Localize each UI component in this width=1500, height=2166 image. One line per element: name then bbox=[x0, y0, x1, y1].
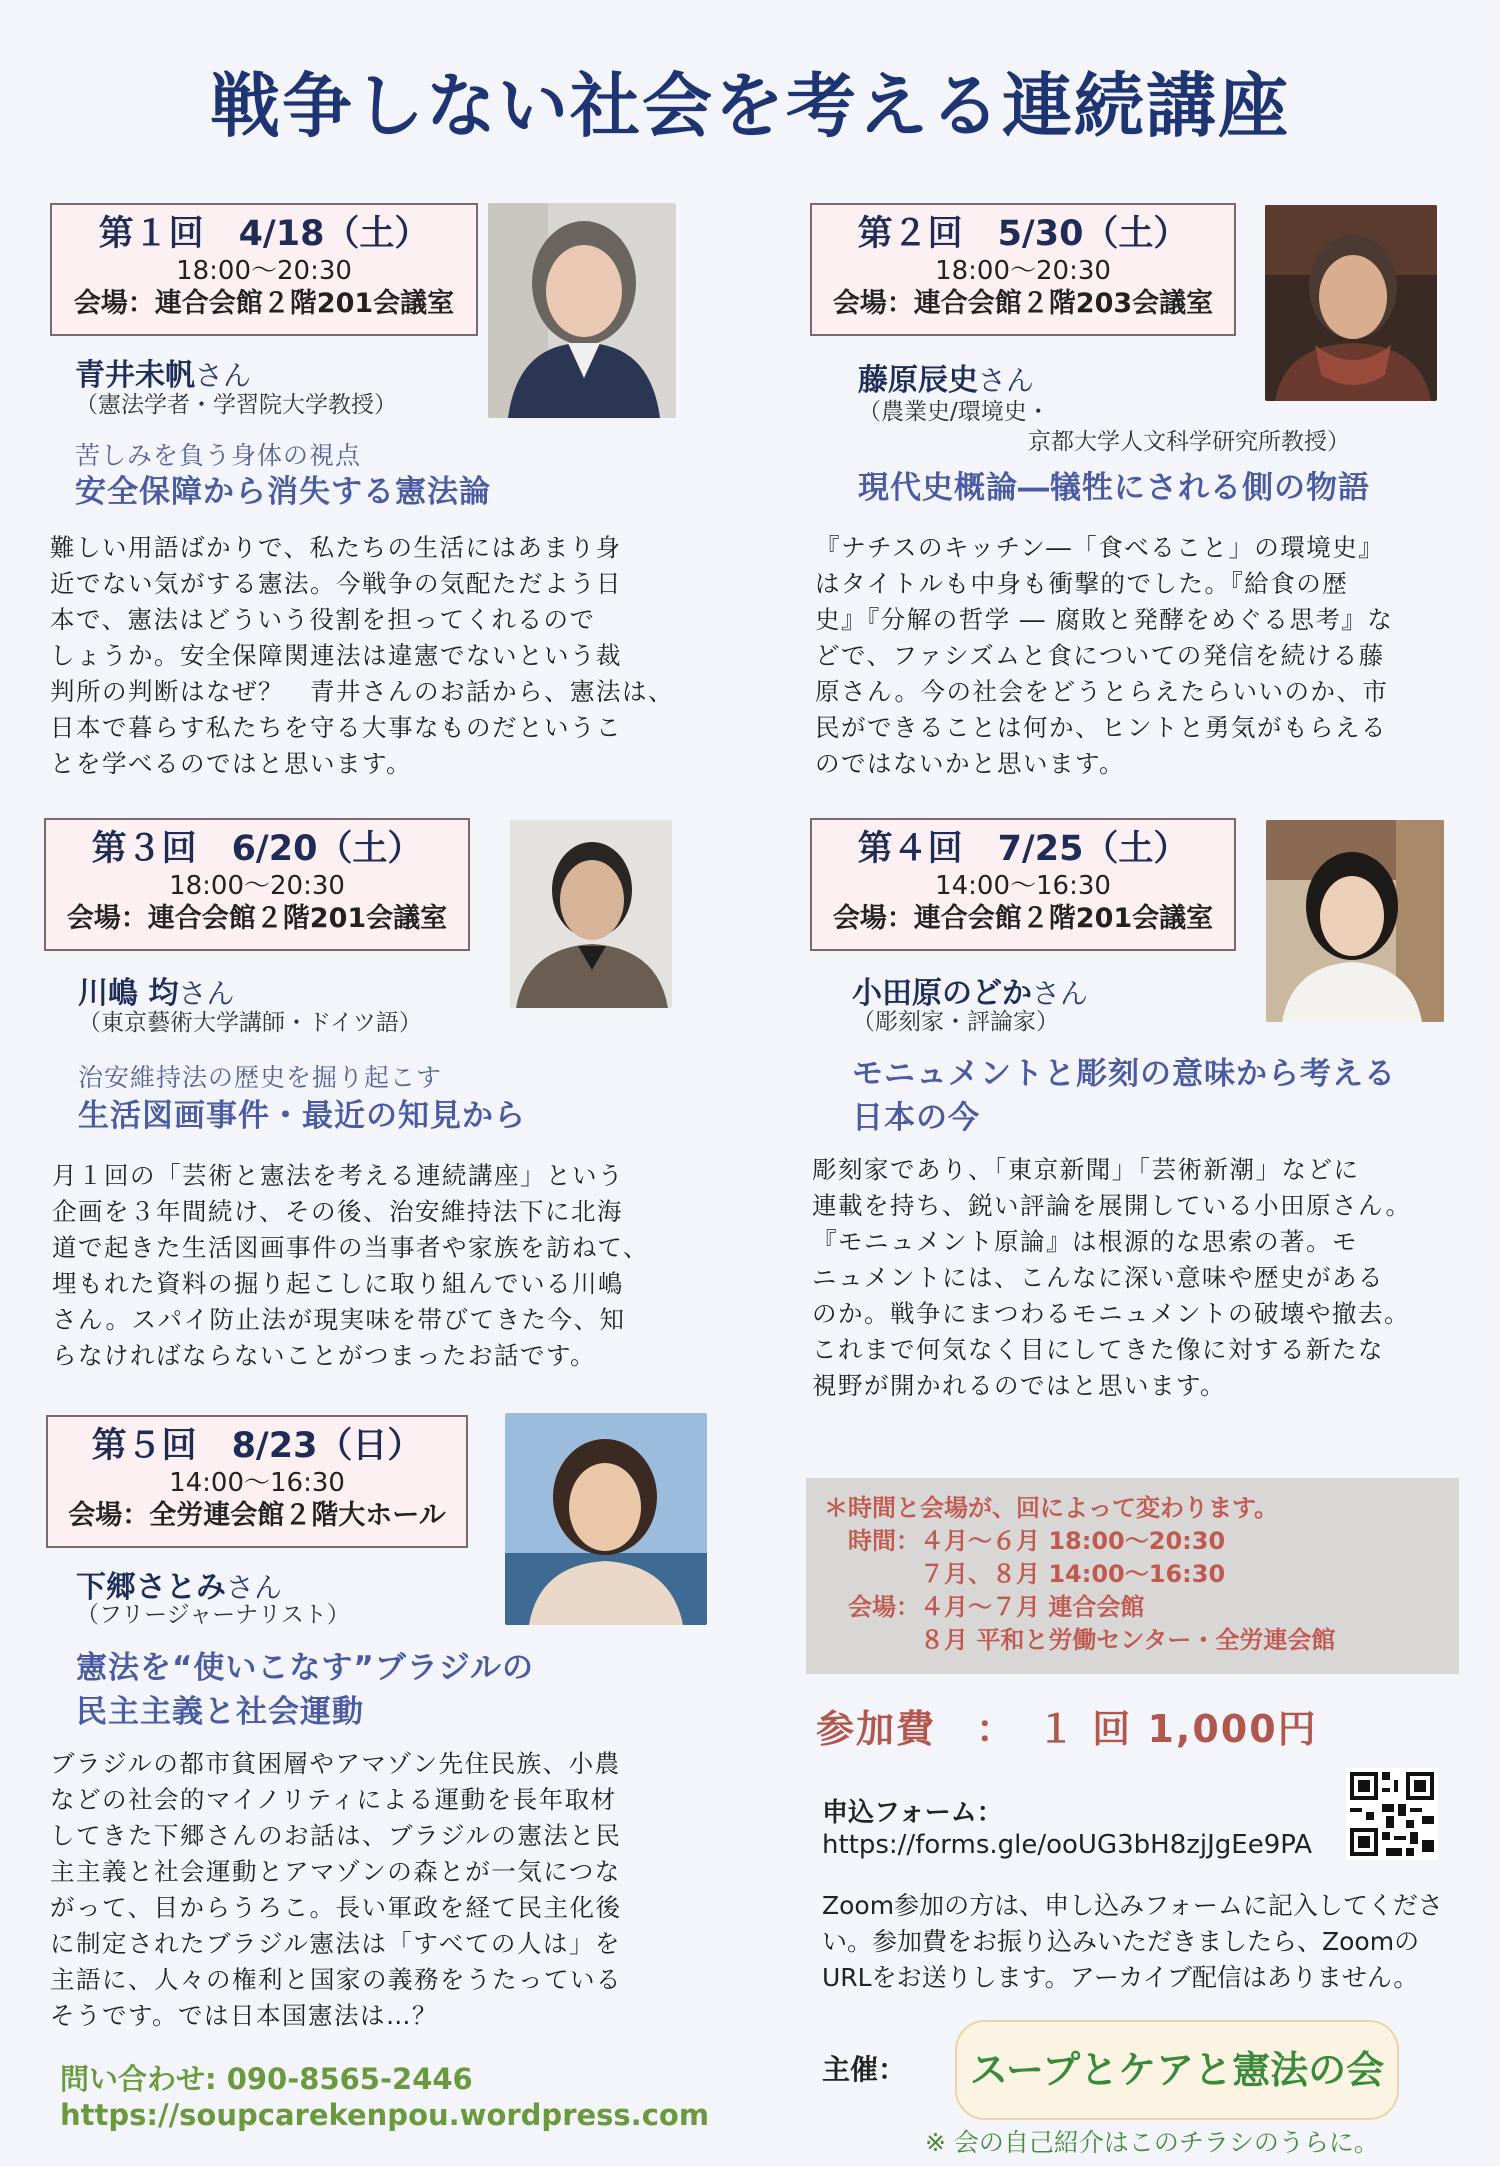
session-1-line: とを学べるのではと思います。 bbox=[50, 749, 413, 778]
speaker-5-san: さん bbox=[226, 1571, 283, 1604]
session-4-time: 14:00〜16:30 bbox=[935, 871, 1111, 901]
host-label: 主催： bbox=[822, 2053, 907, 2086]
session-4-description bbox=[812, 1152, 1482, 1404]
speaker-2-role-line-2: 京都大学人文科学研究所教授） bbox=[1028, 429, 1350, 455]
host-logo: スープとケアと憲法の会 bbox=[955, 2020, 1399, 2120]
schedule-note-line: ８月 平和と労働センター・全労連会館 bbox=[824, 1626, 1336, 1654]
speaker-4-san: さん bbox=[1032, 977, 1089, 1010]
host-note: ※ 会の自己紹介はこのチラシのうらに。 bbox=[925, 2128, 1379, 2157]
speaker-2-name-text: 藤原辰史 bbox=[858, 363, 978, 398]
session-5-head: 第５回 8/23（日） bbox=[91, 1426, 423, 1466]
speaker-2-name bbox=[858, 355, 1034, 399]
session-3-line: 埋もれた資料の掘り起こしに取り組んでいる川嶋 bbox=[52, 1269, 624, 1298]
session-4-line: これまで何気なく目にしてきた像に対する新たな bbox=[812, 1335, 1384, 1364]
speaker-4-role: （彫刻家・評論家） bbox=[852, 1009, 1059, 1035]
session-5-line: がって、目からうろこ。長い軍政を経て民主化後 bbox=[50, 1893, 622, 1922]
session-3-line: 道で起きた生活図画事件の当事者や家族を訪ねて、 bbox=[52, 1233, 649, 1262]
session-3-time: 18:00〜20:30 bbox=[169, 871, 345, 901]
schedule-note-line: 時間：４月〜６月 18:00〜20:30 bbox=[824, 1527, 1226, 1555]
session-4-line: 彫刻家であり、「東京新聞」「芸術新潮」などに bbox=[812, 1155, 1360, 1184]
session-1-description bbox=[50, 530, 720, 782]
session-4-line: のか。戦争にまつわるモニュメントの破壊や撤去。 bbox=[812, 1299, 1410, 1328]
session-2-description bbox=[815, 530, 1465, 782]
session-5-venue: 会場：全労連会館２階大ホール bbox=[68, 1500, 446, 1531]
session-2-line: 民ができることは何か、ヒントと勇気がもらえる bbox=[815, 713, 1387, 742]
speaker-5-role: （フリージャーナリスト） bbox=[76, 1602, 350, 1628]
session-3-line: さん。スパイ防止法が現実味を帯びてきた今、知 bbox=[52, 1305, 626, 1334]
speaker-1-role: （憲法学者・学習院大学教授） bbox=[75, 392, 397, 418]
session-3-subtitle: 治安維持法の歴史を掘り起こす bbox=[78, 1063, 443, 1092]
session-4-venue: 会場：連合会館２階201会議室 bbox=[832, 903, 1214, 934]
page-title: 戦争しない社会を考える連続講座 bbox=[210, 65, 1290, 147]
speaker-1-name-text: 青井未帆 bbox=[75, 358, 195, 393]
session-5-line: などの社会的マイノリティによる運動を長年取材 bbox=[50, 1785, 617, 1814]
session-4-box bbox=[810, 818, 1236, 951]
session-5-box bbox=[46, 1415, 468, 1548]
session-2-time: 18:00〜20:30 bbox=[935, 256, 1111, 286]
session-1-line: 本で、憲法はどういう役割を担ってくれるので bbox=[50, 605, 596, 634]
session-2-line: 史』『分解の哲学 ― 腐敗と発酵をめぐる思考』な bbox=[815, 605, 1394, 634]
session-1-line: 判所の判断はなぜ？ 青井さんのお話から、憲法は、 bbox=[50, 677, 674, 706]
session-5-line: してきた下郷さんのお話は、ブラジルの憲法と民 bbox=[50, 1821, 622, 1850]
session-5-topic-line-2: 民主主義と社会運動 bbox=[76, 1694, 364, 1730]
speaker-5-photo bbox=[505, 1413, 707, 1625]
session-4-line: 視野が開かれるのではと思います。 bbox=[812, 1371, 1227, 1400]
speaker-3-role: （東京藝術大学講師・ドイツ語） bbox=[78, 1010, 422, 1036]
form-label: 申込フォーム： bbox=[822, 1798, 1003, 1828]
session-1-subtitle: 苦しみを負う身体の視点 bbox=[75, 441, 362, 470]
session-3-venue: 会場：連合会館２階201会議室 bbox=[66, 903, 448, 934]
session-2-line: のではないかと思います。 bbox=[815, 749, 1126, 778]
session-5-line: そうです。では日本国憲法は…？ bbox=[50, 2001, 439, 2030]
session-2-venue: 会場：連合会館２階203会議室 bbox=[832, 288, 1214, 319]
speaker-4-name-text: 小田原のどか bbox=[852, 976, 1032, 1011]
session-3-description bbox=[52, 1158, 732, 1374]
schedule-note-line: ＊時間と会場が、回によって変わります。 bbox=[824, 1494, 1279, 1522]
session-3-head: 第３回 6/20（土） bbox=[91, 829, 423, 869]
session-5-topic-line-1: 憲法を“使いこなす”ブラジルの bbox=[76, 1650, 534, 1686]
session-3-topic: 生活図画事件・最近の知見から bbox=[78, 1098, 526, 1134]
form-link[interactable]: https://forms.gle/ooUG3bH8zjJgEe9PA bbox=[822, 1830, 1313, 1860]
session-3-line: らなければならないことがつまったお話です。 bbox=[52, 1341, 597, 1370]
session-5-line: に制定されたブラジル憲法は「すべての人は」を bbox=[50, 1929, 621, 1958]
session-4-topic-line-2: 日本の今 bbox=[852, 1100, 980, 1136]
session-1-head: 第１回 4/18（土） bbox=[98, 214, 430, 254]
zoom-note bbox=[822, 1888, 1462, 1996]
session-4-line: 連載を持ち、鋭い評論を展開している小田原さん。 bbox=[812, 1191, 1412, 1220]
speaker-2-photo bbox=[1265, 205, 1437, 401]
session-1-line: しょうか。安全保障関連法は違憲でないという裁 bbox=[50, 641, 622, 670]
session-2-line: 原さん。今の社会をどうとらえたらいいのか、市 bbox=[815, 677, 1389, 706]
session-5-description bbox=[50, 1746, 740, 2034]
speaker-1-san: さん bbox=[195, 359, 252, 392]
session-4-head: 第４回 7/25（土） bbox=[857, 829, 1189, 869]
contact-phone: 問い合わせ: 090-8565-2446 bbox=[60, 2062, 473, 2096]
session-4-line: 『モニュメント原論』は根源的な思索の著。モ bbox=[812, 1227, 1358, 1256]
session-3-box bbox=[44, 818, 470, 951]
session-2-line: 『ナチスのキッチン―「食べること」の環境史』 bbox=[815, 533, 1385, 562]
speaker-5-name-text: 下郷さとみ bbox=[76, 1570, 226, 1605]
zoom-note-line: い。参加費をお振り込みいただきましたら、Zoomの bbox=[822, 1927, 1420, 1956]
speaker-1-photo bbox=[488, 203, 676, 418]
website-link[interactable]: https://soupcarekenpou.wordpress.com bbox=[60, 2098, 710, 2132]
session-2-box bbox=[810, 203, 1236, 336]
session-3-line: 企画を３年間続け、その後、治安維持法下に北海 bbox=[52, 1197, 624, 1226]
session-2-line: どで、ファシズムと食についての発信を続ける藤 bbox=[815, 641, 1385, 670]
session-5-line: 主主義と社会運動とアマゾンの森とが一気につな bbox=[50, 1857, 621, 1886]
speaker-3-san: さん bbox=[178, 977, 235, 1010]
zoom-note-line: URLをお送りします。アーカイブ配信はありません。 bbox=[822, 1963, 1419, 1992]
session-4-line: ニュメントには、こんなに深い意味や歴史がある bbox=[812, 1263, 1384, 1292]
session-5-line: 主語に、人々の権利と国家の義務をうたっている bbox=[50, 1965, 622, 1994]
fee-text: 参加費 ： １ 回 1,000円 bbox=[816, 1707, 1318, 1751]
speaker-2-san: さん bbox=[978, 364, 1035, 397]
speaker-4-photo bbox=[1266, 820, 1444, 1022]
session-4-topic-line-1: モニュメントと彫刻の意味から考える bbox=[852, 1056, 1396, 1092]
session-1-time: 18:00〜20:30 bbox=[176, 256, 352, 286]
schedule-note-line: ７月、８月 14:00〜16:30 bbox=[824, 1560, 1226, 1588]
speaker-3-photo bbox=[510, 820, 672, 1008]
session-1-box bbox=[50, 203, 478, 336]
session-2-topic: 現代史概論―犠牲にされる側の物語 bbox=[858, 470, 1370, 506]
speaker-2-role-line-1: （農業史/環境史・ bbox=[858, 399, 1050, 425]
session-2-line: はタイトルも中身も衝撃的でした。『給食の歴 bbox=[815, 569, 1349, 598]
session-1-venue: 会場：連合会館２階201会議室 bbox=[73, 288, 455, 319]
session-1-line: 日本で暮らす私たちを守る大事なものだというこ bbox=[50, 713, 622, 742]
session-1-line: 難しい用語ばかりで、私たちの生活にはあまり身 bbox=[50, 533, 622, 562]
session-1-line: 近でない気がする憲法。今戦争の気配ただよう日 bbox=[50, 569, 622, 598]
schedule-note-line: 会場：４月〜７月 連合会館 bbox=[824, 1593, 1145, 1621]
session-1-topic: 安全保障から消失する憲法論 bbox=[75, 474, 491, 510]
speaker-3-name-text: 川嶋 均 bbox=[78, 976, 179, 1011]
zoom-note-line: Zoom参加の方は、申し込みフォームに記入してくださ bbox=[822, 1891, 1443, 1920]
schedule-note bbox=[806, 1478, 1459, 1674]
session-5-time: 14:00〜16:30 bbox=[169, 1468, 345, 1498]
qr-code-icon[interactable] bbox=[1346, 1768, 1438, 1860]
session-2-head: 第２回 5/30（土） bbox=[857, 214, 1189, 254]
session-3-line: 月１回の「芸術と憲法を考える連続講座」という bbox=[52, 1161, 624, 1190]
session-5-line: ブラジルの都市貧困層やアマゾン先住民族、小農 bbox=[50, 1749, 621, 1778]
